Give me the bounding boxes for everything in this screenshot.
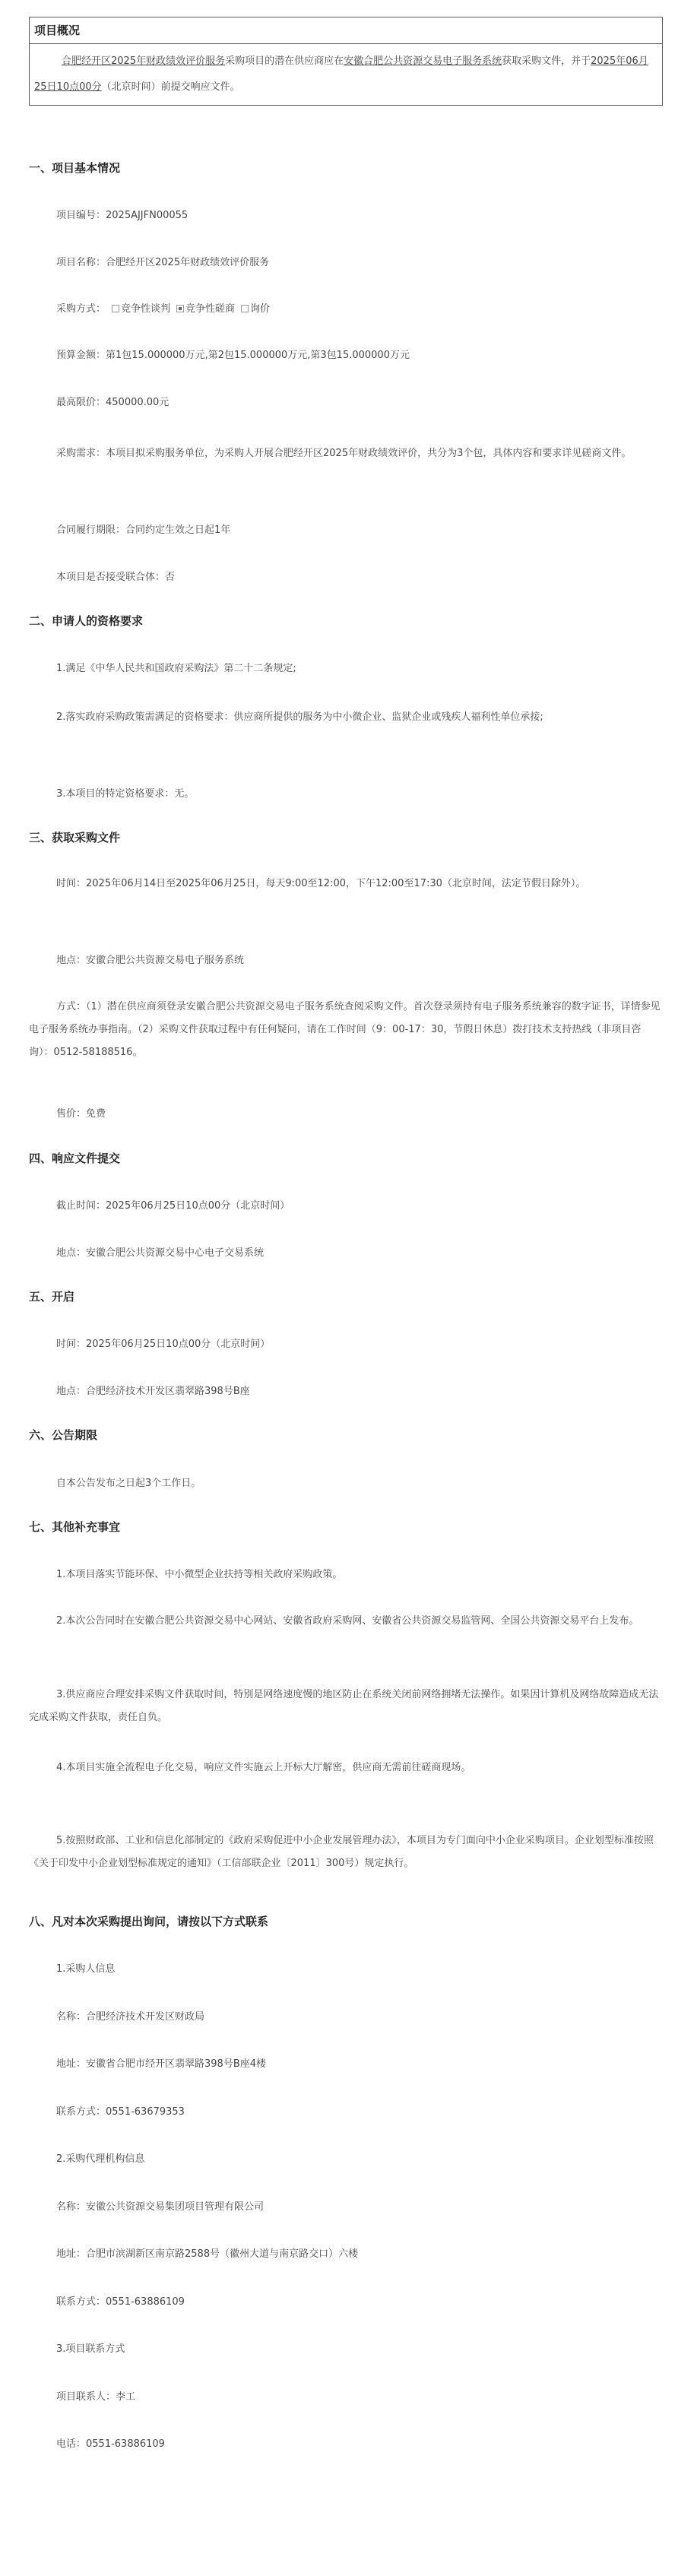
project-contact-phone: 电话：0551-63886109 [56,2438,165,2450]
section-1-heading: 一、项目基本情况 [29,161,121,175]
method-checkbox-1[interactable] [112,305,119,312]
section-2-heading: 二、申请人的资格要求 [29,614,144,628]
qualification-1: 1.满足《中华人民共和国政府采购法》第二十二条规定; [56,663,296,674]
project-number: 项目编号：2025AJJFN00055 [56,210,189,221]
supplement-5: 5.按照财政部、工业和信息化部制定的《政府采购促进中小企业发展管理办法》，本项目为专门面向中小企业采购项目。企业划型标准按照《关于印发中小企业划型标准规定的通知》（工信部联企业〔2011〕300号）规定执行。 [29,1835,654,1869]
method-checkbox-2[interactable] [176,305,184,312]
obtain-time: 时间：2025年06月14日至2025年06月25日，每天9:00至12:00，下午12:00至17:30（北京时间，法定节假日除外）。 [56,878,586,889]
section-4-heading: 四、响应文件提交 [29,1152,121,1165]
purchaser-name: 名称：合肥经济技术开发区财政局 [56,2011,205,2023]
purchaser-subheading: 1.采购人信息 [56,1963,116,1975]
method-option-3: 询价 [250,303,271,315]
project-contact-person: 项目联系人：李工 [56,2391,136,2403]
overview-system-link[interactable]: 安徽合肥公共资源交易电子服务系统 [344,55,502,67]
notice-period: 自本公告发布之日起3个工作日。 [56,1478,201,1489]
procurement-requirement: 采购需求：本项目拟采购服务单位，为采购人开展合肥经开区2025年财政绩效评价，共分为3个包，具体内容和要求详见磋商文件。 [56,448,632,459]
budget-amount: 预算金额：第1包15.000000万元,第2包15.000000万元,第3包15.000000万元 [56,350,410,361]
obtain-place: 地点：安徽合肥公共资源交易电子服务系统 [56,955,245,966]
section-7-heading: 七、其他补充事宜 [29,1520,121,1534]
procurement-method: 采购方式： 竞争性谈判 竞争性磋商 询价 [56,303,271,315]
agency-subheading: 2.采购代理机构信息 [56,2153,145,2165]
overview-project-link[interactable]: 合肥经开区2025年财政绩效评价服务 [62,55,226,67]
overview-box [29,17,663,106]
overview-deadline: 2025年06月25日10点00分 [34,55,648,93]
project-name: 项目名称：合肥经开区2025年财政绩效评价服务 [56,257,270,268]
supplement-4: 4.本项目实施全流程电子化交易，响应文件实施云上开标大厅解密，供应商无需前往磋商现场。 [56,1762,471,1773]
supplement-1: 1.本项目落实节能环保、中小微型企业扶持等相关政府采购政策。 [56,1569,343,1580]
section-3-heading: 三、获取采购文件 [29,831,121,844]
obtain-price: 售价：免费 [56,1108,106,1120]
opening-time: 时间：2025年06月25日10点00分（北京时间） [56,1339,271,1350]
purchaser-address: 地址：安徽省合肥市经开区翡翠路398号B座4楼 [56,2058,267,2070]
overview-title: 项目概况 [30,17,662,44]
method-checkbox-3[interactable] [241,305,249,312]
agency-phone: 联系方式：0551-63886109 [56,2296,185,2308]
agency-address: 地址：合肥市滨湖新区南京路2588号（徽州大道与南京路交口）六楼 [56,2248,359,2260]
method-option-2: 竞争性磋商 [185,303,236,315]
overview-text: 合肥经开区2025年财政绩效评价服务采购项目的潜在供应商应在安徽合肥公共资源交易电子服务系统获取采购文件，并于2025年06月25日10点00分（北京时间）前提交响应文件。 [34,55,648,93]
supplement-3: 3.供应商应合理安排采购文件获取时间，特别是网络速度慢的地区防止在系统关闭前网络拥堵无法操作。如果因计算机及网络故障造成无法完成采购文件获取，责任自负。 [29,1689,659,1723]
section-8-heading: 八、凡对本次采购提出询问，请按以下方式联系 [29,1915,269,1928]
purchaser-phone: 联系方式：0551-63679353 [56,2106,185,2118]
method-option-1: 竞争性谈判 [121,303,171,315]
consortium: 本项目是否接受联合体：否 [56,572,176,583]
section-6-heading: 六、公告期限 [29,1428,98,1442]
opening-place: 地点：合肥经济技术开发区翡翠路398号B座 [56,1386,250,1397]
submit-place: 地点：安徽合肥公共资源交易中心电子交易系统 [56,1247,265,1259]
max-price: 最高限价：450000.00元 [56,397,169,408]
submit-deadline: 截止时间：2025年06月25日10点00分（北京时间） [56,1200,290,1212]
obtain-method: 方式：（1）潜在供应商须登录安徽合肥公共资源交易电子服务系统查阅采购文件。首次登录须持有电子服务系统兼容的数字证书，详情参见电子服务系统办事指南。（2）采购文件获取过程中有任何疑问，请在工作时间（9：00-17：30，节假日休息）拨打技术支持热线（非项目咨询）：0512-58188516。 [29,1001,661,1058]
qualification-2: 2.落实政府采购政策需满足的资格要求：供应商所提供的服务为中小微企业、监狱企业或残疾人福利性单位承接; [56,711,543,723]
contract-period: 合同履行期限：合同约定生效之日起1年 [56,524,231,536]
agency-name: 名称：安徽公共资源交易集团项目管理有限公司 [56,2201,265,2213]
supplement-2: 2.本次公告同时在安徽合肥公共资源交易中心网站、安徽省政府采购网、安徽省公共资源交易监管网、全国公共资源交易平台上发布。 [56,1615,639,1627]
qualification-3: 3.本项目的特定资格要求：无。 [56,788,195,800]
project-contact-subheading: 3.项目联系方式 [56,2343,125,2355]
section-5-heading: 五、开启 [29,1290,75,1304]
